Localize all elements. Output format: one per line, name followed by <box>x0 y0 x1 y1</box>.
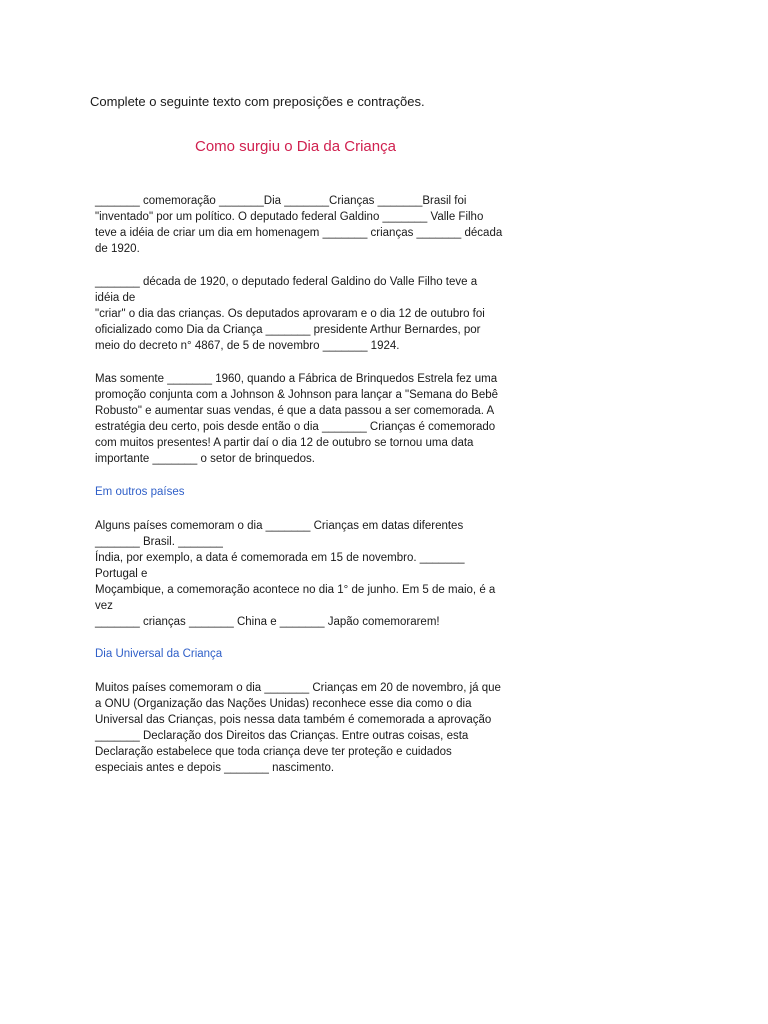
text-line: Mas somente _______ 1960, quando a Fábrica de Brinquedos Estrela fez uma <box>95 373 498 385</box>
text-line: _______ Declaração dos Direitos das Crianças. Entre outras coisas, esta <box>95 730 469 742</box>
text-line: _______ década de 1920, o deputado federal Galdino do Valle Filho teve a <box>95 276 478 288</box>
text-line: meio do decreto n° 4867, de 5 de novembro _______ 1924. <box>95 340 400 352</box>
text-line: "inventado" por um político. O deputado federal Galdino _______ Valle Filho <box>95 211 484 223</box>
text-line: _______ comemoração _______Dia _______Crianças _______Brasil foi <box>95 195 467 207</box>
text-line: de 1920. <box>95 243 140 255</box>
text-line: especiais antes e depois _______ nascimento. <box>95 762 335 774</box>
text-line: Declaração estabelece que toda criança deve ter proteção e cuidados <box>95 746 452 758</box>
text-line: vez <box>95 600 113 612</box>
text-line: Alguns países comemoram o dia _______ Crianças em datas diferentes <box>95 520 464 532</box>
text-line: a ONU (Organização das Nações Unidas) reconhece esse dia como o dia <box>95 698 472 710</box>
text-line: _______ crianças _______ China e _______ Japão comemorarem! <box>95 616 440 628</box>
paragraph-1 <box>95 193 505 257</box>
text-line: oficializado como Dia da Criança _______ presidente Arthur Bernardes, por <box>95 324 481 336</box>
text-line: importante _______ o setor de brinquedos. <box>95 453 315 465</box>
text-line: Universal das Crianças, pois nessa data também é comemorada a aprovação <box>95 714 492 726</box>
paragraph-4 <box>95 518 505 630</box>
text-line: "criar" o dia das crianças. Os deputados aprovaram e o dia 12 de outubro foi <box>95 308 485 320</box>
text-line: com muitos presentes! A partir daí o dia 12 de outubro se tornou uma data <box>95 437 474 449</box>
document-title: Como surgiu o Dia da Criança <box>195 138 396 155</box>
text-line: Robusto" e aumentar suas vendas, é que a data passou a ser comemorada. A <box>95 405 495 417</box>
text-line: estratégia deu certo, pois desde então o dia _______ Crianças é comemorado <box>95 421 496 433</box>
text-line: Moçambique, a comemoração acontece no dia 1° de junho. Em 5 de maio, é a <box>95 584 496 596</box>
text-line: Índia, por exemplo, a data é comemorada em 15 de novembro. _______ <box>95 552 465 564</box>
section-heading-dia-universal: Dia Universal da Criança <box>95 648 223 660</box>
paragraph-2 <box>95 274 505 354</box>
text-line: teve a idéia de criar um dia em homenagem _______ crianças _______ década <box>95 227 503 239</box>
paragraph-3 <box>95 371 505 467</box>
text-line: _______ Brasil. _______ <box>95 536 223 548</box>
text-line: idéia de <box>95 292 136 304</box>
section-heading-outros-paises: Em outros países <box>95 486 185 498</box>
paragraph-5 <box>95 680 505 776</box>
instruction-text: Complete o seguinte texto com preposições e contrações. <box>90 94 425 109</box>
text-line: Muitos países comemoram o dia _______ Crianças em 20 de novembro, já que <box>95 682 501 694</box>
text-line: promoção conjunta com a Johnson & Johnson para lançar a "Semana do Bebê <box>95 389 499 401</box>
text-line: Portugal e <box>95 568 148 580</box>
